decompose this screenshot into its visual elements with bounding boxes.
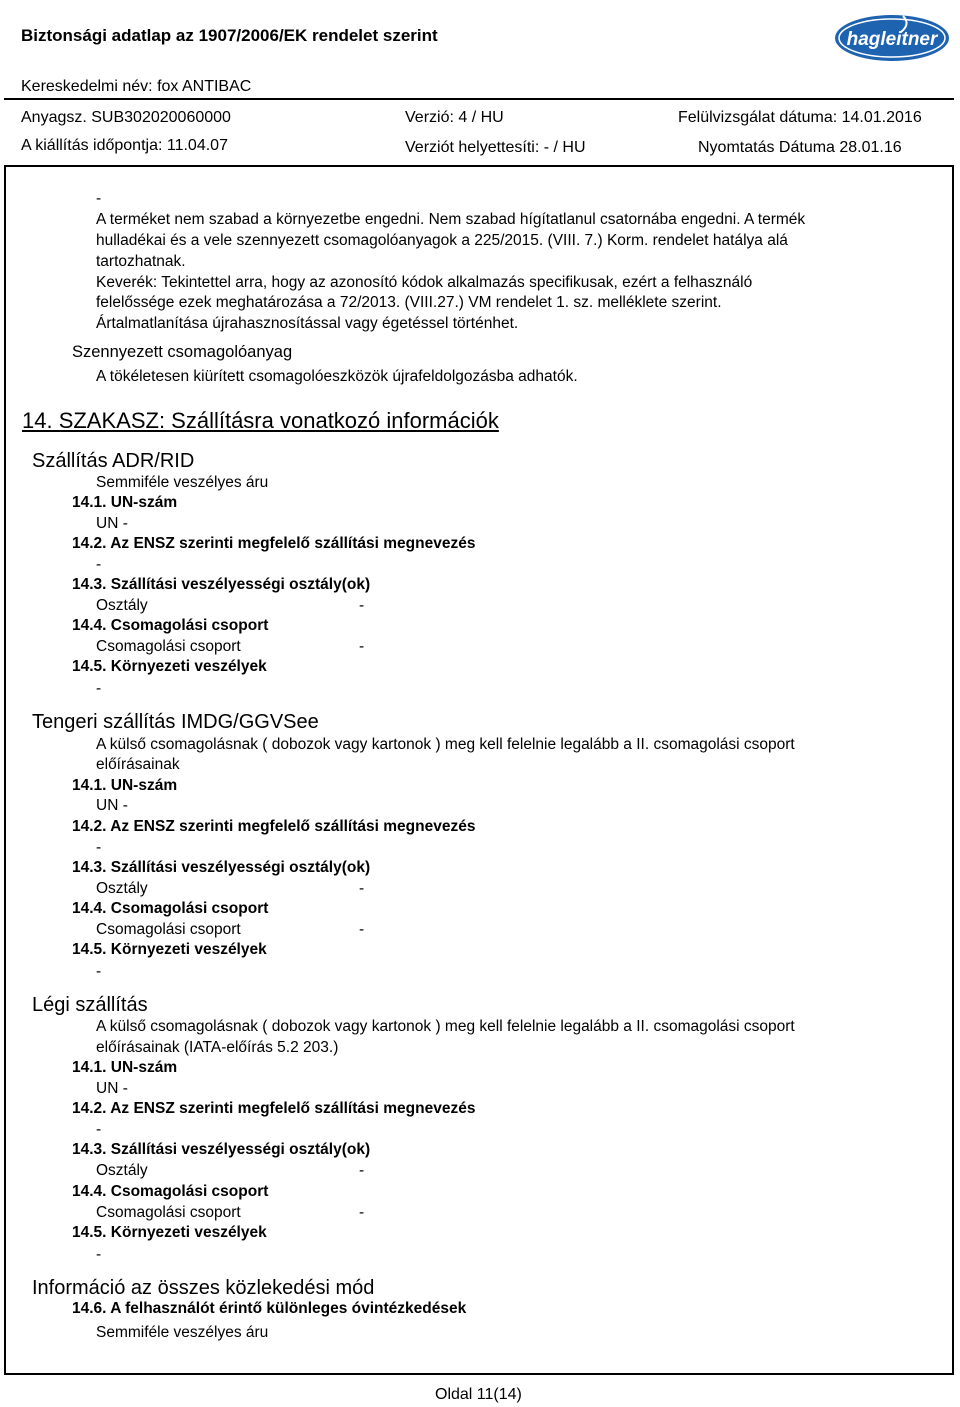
air-class-label: 14.3. Szállítási veszélyességi osztály(ok) <box>72 1141 371 1158</box>
imdg-class-label: 14.3. Szállítási veszélyességi osztály(ok) <box>72 859 371 876</box>
adr-name-value: - <box>96 556 102 573</box>
air-name-value: - <box>96 1121 102 1138</box>
disposal-line-4: Keverék: Tekintettel arra, hogy az azonosító kódok alkalmazás specifikusak, ezért a felhasználó <box>96 274 753 291</box>
air-intro-2: előírásainak (IATA-előírás 5.2 203.) <box>96 1039 339 1056</box>
air-group-value: - <box>359 1204 365 1221</box>
imdg-group-value: - <box>359 921 365 938</box>
version: Verzió: 4 / HU <box>405 109 504 126</box>
imdg-un-label: 14.1. UN-szám <box>72 777 178 794</box>
adr-group-label: 14.4. Csomagolási csoport <box>72 617 269 634</box>
adr-heading: Szállítás ADR/RID <box>32 450 195 472</box>
disposal-line-6: Ártalmatlanítása újrahasznosítással vagy égetéssel történhet. <box>96 315 519 332</box>
material-number: Anyagsz. SUB302020060000 <box>21 109 231 126</box>
adr-group-key: Csomagolási csoport <box>96 638 241 655</box>
precautions-value: Semmiféle veszélyes áru <box>96 1324 269 1341</box>
packaging-heading: Szennyezett csomagolóanyag <box>72 343 293 361</box>
air-env-value: - <box>96 1246 102 1263</box>
print-date: Nyomtatás Dátuma 28.01.16 <box>698 139 902 156</box>
review-date: Felülvizsgálat dátuma: 14.01.2016 <box>678 109 922 126</box>
document-title: Biztonsági adatlap az 1907/2006/EK rendelet szerint <box>21 26 438 45</box>
imdg-name-value: - <box>96 839 102 856</box>
adr-un-value: UN - <box>96 515 128 532</box>
imdg-heading: Tengeri szállítás IMDG/GGVSee <box>32 711 319 733</box>
air-env-label: 14.5. Környezeti veszélyek <box>72 1224 267 1241</box>
imdg-intro-2: előírásainak <box>96 756 180 773</box>
hagleitner-logo <box>833 12 951 64</box>
imdg-group-key: Csomagolási csoport <box>96 921 241 938</box>
air-intro-1: A külső csomagolásnak ( dobozok vagy kartonok ) meg kell felelnie legalább a II. csomagolási csoport <box>96 1018 795 1035</box>
air-un-value: UN - <box>96 1080 128 1097</box>
issue-date: A kiállítás időpontja: 11.04.07 <box>21 137 228 154</box>
imdg-class-key: Osztály <box>96 880 148 897</box>
section-14-title: 14. SZAKASZ: Szállításra vonatkozó információk <box>22 408 499 433</box>
imdg-name-label: 14.2. Az ENSZ szerinti megfelelő szállítási megnevezés <box>72 818 476 835</box>
imdg-class-value: - <box>359 880 365 897</box>
air-group-key: Csomagolási csoport <box>96 1204 241 1221</box>
header-divider <box>4 98 954 100</box>
adr-class-value: - <box>359 597 365 614</box>
imdg-intro-1: A külső csomagolásnak ( dobozok vagy kartonok ) meg kell felelnie legalább a II. csomagolási csoport <box>96 736 795 753</box>
disposal-line-3: tartozhatnak. <box>96 253 186 270</box>
air-group-label: 14.4. Csomagolási csoport <box>72 1183 269 1200</box>
page-number: Oldal 11(14) <box>435 1386 522 1403</box>
air-un-label: 14.1. UN-szám <box>72 1059 178 1076</box>
adr-group-value: - <box>359 638 365 655</box>
adr-env-value: - <box>96 680 102 697</box>
air-heading: Légi szállítás <box>32 994 148 1016</box>
all-modes-heading: Információ az összes közlekedési mód <box>32 1277 375 1299</box>
disposal-line-2: hulladékai és a vele szennyezett csomagolóanyagok a 225/2015. (VIII. 7.) Korm. rendelet hatálya alá <box>96 232 788 249</box>
adr-intro: Semmiféle veszélyes áru <box>96 474 269 491</box>
adr-un-label: 14.1. UN-szám <box>72 494 178 511</box>
imdg-env-value: - <box>96 963 102 980</box>
air-name-label: 14.2. Az ENSZ szerinti megfelelő szállítási megnevezés <box>72 1100 476 1117</box>
packaging-text: A tökéletesen kiürített csomagolóeszközök újrafeldolgozásba adhatók. <box>96 368 578 385</box>
disposal-line-1: A terméket nem szabad a környezetbe engedni. Nem szabad hígítatlanul csatornába engedni. A termék <box>96 211 806 228</box>
adr-class-label: 14.3. Szállítási veszélyességi osztály(ok) <box>72 576 371 593</box>
air-class-value: - <box>359 1162 365 1179</box>
adr-class-key: Osztály <box>96 597 148 614</box>
air-class-key: Osztály <box>96 1162 148 1179</box>
disposal-line-5: felelőssége ezek meghatározása a 72/2013. (VIII.27.) VM rendelet 1. sz. melléklete szerint. <box>96 294 722 311</box>
imdg-env-label: 14.5. Környezeti veszélyek <box>72 941 267 958</box>
adr-env-label: 14.5. Környezeti veszélyek <box>72 658 267 675</box>
disposal-dash: - <box>96 190 102 207</box>
imdg-un-value: UN - <box>96 797 128 814</box>
precautions-label: 14.6. A felhasználót érintő különleges óvintézkedések <box>72 1300 467 1317</box>
imdg-group-label: 14.4. Csomagolási csoport <box>72 900 269 917</box>
replaces-version: Verziót helyettesíti: - / HU <box>405 139 586 156</box>
trade-name: Kereskedelmi név: fox ANTIBAC <box>21 78 252 95</box>
adr-name-label: 14.2. Az ENSZ szerinti megfelelő szállítási megnevezés <box>72 535 476 552</box>
logo-text: hagleitner <box>846 29 938 50</box>
